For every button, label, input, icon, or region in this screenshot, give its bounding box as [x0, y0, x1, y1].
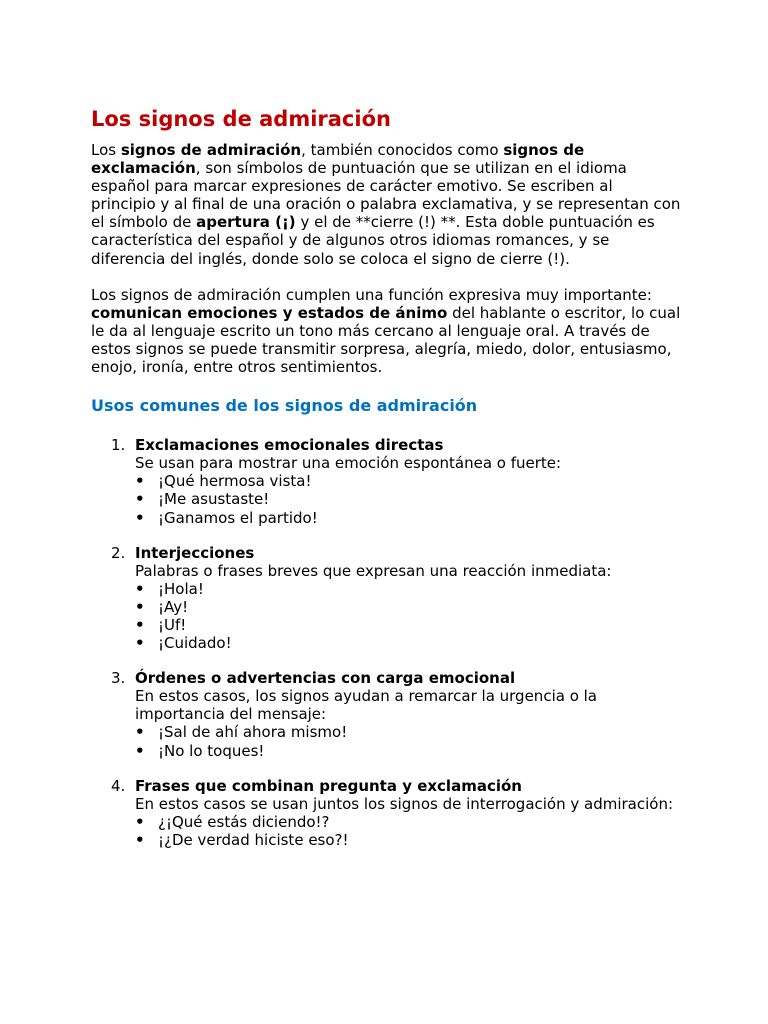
example-item: • ¡Sal de ahí ahora mismo! [135, 723, 681, 741]
example-item: • ¡Ay! [135, 598, 681, 616]
example-item: • ¡¿De verdad hiciste eso?! [135, 831, 681, 849]
uses-list [91, 436, 681, 849]
page-title: Los signos de admiración [91, 107, 391, 131]
example-item: • ¡Uf! [135, 616, 681, 634]
use-item [91, 669, 681, 759]
use-description: Se usan para mostrar una emoción espontánea o fuerte: [135, 454, 562, 473]
intro-bold-3: apertura (¡) [196, 213, 296, 232]
use-number: 1. [111, 436, 126, 455]
use-number: 4. [111, 776, 126, 795]
use-item [91, 777, 681, 849]
intro-bold-1: signos de admiración [120, 141, 302, 159]
use-description: En estos casos, los signos ayudan a remarcar la urgencia o la importancia del mensaje: [135, 687, 597, 724]
use-title: Órdenes o advertencias con carga emocional [135, 669, 516, 688]
example-item: • ¡Me asustaste! [135, 490, 681, 508]
intro-paragraph [91, 141, 681, 268]
intro-bold-2: signos de exclamación [91, 141, 585, 178]
use-number: 2. [111, 543, 126, 562]
intro-text-4: y el de **cierre (!) **. Esta doble puntuación es característica del español y de algunos otros idiomas romances, y se diferencia del inglés, donde solo se coloca el signo de cierre (!). [91, 213, 655, 268]
use-item [91, 436, 681, 526]
function-paragraph [91, 286, 681, 376]
use-title: Interjecciones [135, 543, 255, 562]
example-item: • ¡Ganamos el partido! [135, 509, 681, 527]
function-text-2: del hablante o escritor, lo cual le da al lenguaje escrito un tono más cercano al lenguaje oral. A través de estos signos se puede transmitir sorpresa, alegría, miedo, dolor, entusiasmo, enojo, ironía, entre otros sentimientos. [91, 303, 681, 377]
use-description: Palabras o frases breves que expresan una reacción inmediata: [135, 561, 612, 580]
use-description: En estos casos se usan juntos los signos de interrogación y admiración: [135, 794, 674, 813]
use-number: 3. [111, 669, 126, 688]
function-bold-1: comunican emociones y estados de ánimo [91, 303, 448, 322]
examples-list [135, 472, 681, 526]
example-item: • ¿¡Qué estás diciendo!? [135, 813, 681, 831]
examples-list [135, 580, 681, 652]
example-item: • ¡Qué hermosa vista! [135, 472, 681, 490]
function-text-1: Los signos de admiración cumplen una función expresiva muy importante: [91, 285, 652, 304]
use-title: Frases que combinan pregunta y exclamación [135, 776, 522, 795]
example-item: • ¡Cuidado! [135, 634, 681, 652]
intro-text-3: , son símbolos de puntuación que se utilizan en el idioma español para marcar expresiones de carácter emotivo. Se escriben al principio y al final de una oración o palabra exclamativa, y se representan con el símbolo de [91, 159, 681, 232]
use-item [91, 544, 681, 653]
section-subtitle: Usos comunes de los signos de admiración [91, 396, 478, 416]
document-body [91, 106, 681, 866]
use-title: Exclamaciones emocionales directas [135, 436, 444, 455]
examples-list [135, 813, 681, 849]
intro-text-2: , también conocidos como [301, 141, 504, 159]
example-item: • ¡No lo toques! [135, 742, 681, 760]
intro-text-1: Los [91, 141, 121, 159]
example-item: • ¡Hola! [135, 580, 681, 598]
examples-list [135, 723, 681, 759]
